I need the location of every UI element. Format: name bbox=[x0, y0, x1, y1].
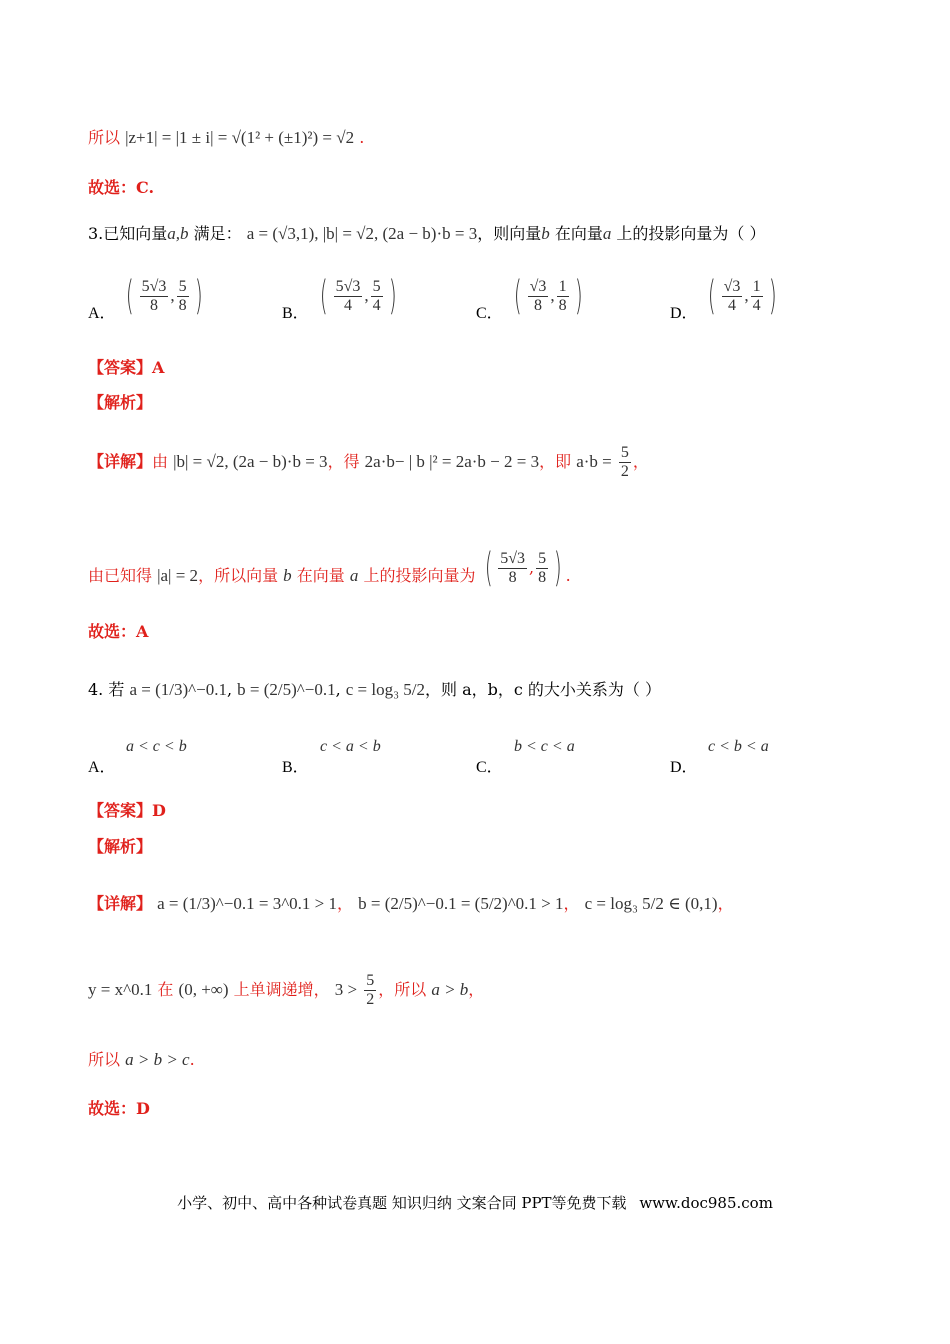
q3-detail2-end: . bbox=[565, 566, 571, 585]
option-frac-1 bbox=[722, 278, 743, 315]
frac-numerator: 5 bbox=[620, 444, 629, 461]
left-paren-icon: ( bbox=[319, 273, 328, 319]
frac-numerator: 5√3 bbox=[335, 277, 361, 295]
frac-denominator: 8 bbox=[178, 296, 187, 314]
frac-denominator: 8 bbox=[534, 296, 542, 314]
q3-satisfy: 满足： bbox=[193, 224, 242, 243]
q3-option-label[interactable]: B． bbox=[282, 305, 309, 322]
q4-answer: 【答案】D bbox=[88, 801, 166, 820]
q3-detail2-va: a bbox=[349, 566, 359, 585]
q3-answer: 【答案】A bbox=[88, 358, 165, 377]
frac-numerator: 1 bbox=[558, 277, 567, 295]
q4-detail2-frac bbox=[364, 972, 376, 1009]
q4-detail2-b: 上单调递增， bbox=[233, 980, 330, 999]
q4-detail2-c: ，所以 bbox=[378, 980, 427, 999]
q4-detail-1 bbox=[88, 894, 734, 914]
q3-detail2-math1: |a| = 2 bbox=[157, 566, 199, 585]
q3-option-label[interactable]: D． bbox=[670, 305, 698, 322]
q4-cond-c: c = log₃ 5/2 bbox=[345, 680, 426, 699]
q3-detail2-b: ，所以向量 bbox=[198, 566, 279, 585]
left-paren-icon: ( bbox=[125, 273, 134, 319]
q4-detail-label: 【详解】 bbox=[88, 894, 153, 913]
q4-option-label[interactable]: A． bbox=[88, 759, 116, 776]
q4-detail-3 bbox=[88, 1050, 195, 1070]
prev-choice: 故选：C. bbox=[88, 178, 155, 197]
q4-option-label[interactable]: C． bbox=[476, 759, 503, 776]
conclusion-prefix: 所以 bbox=[88, 128, 121, 147]
frac-denominator: 8 bbox=[538, 568, 547, 586]
q4-detail-2 bbox=[88, 972, 484, 1009]
conclusion-formula: |z+1| = |1 ± i| = √(1² + (±1)²) = √2 bbox=[125, 128, 355, 147]
q4-detail1-math2: b = (2/5)^−0.1 = (5/2)^0.1 > 1 bbox=[358, 894, 564, 913]
q3-a: a bbox=[602, 224, 612, 243]
q3-detail1-a: 由 bbox=[152, 452, 169, 471]
frac-denominator: 8 bbox=[150, 296, 158, 314]
frac-numerator: √3 bbox=[529, 277, 547, 295]
right-paren-icon: ) bbox=[553, 545, 562, 591]
frac-numerator: 5 bbox=[372, 277, 381, 295]
footer-text: 小学、初中、高中各种试卷真题 知识归纳 文案合同 PPT等免费下载 bbox=[177, 1194, 627, 1212]
footer-url[interactable]: www.doc985.com bbox=[639, 1194, 773, 1212]
conclusion-end: . bbox=[359, 128, 365, 147]
q4-cond-a: a = (1/3)^−0.1 bbox=[129, 680, 227, 699]
result-frac-2 bbox=[536, 550, 548, 587]
result-frac-1 bbox=[498, 550, 527, 587]
q4-option-label[interactable]: D． bbox=[670, 759, 698, 776]
frac-denominator: 4 bbox=[344, 296, 352, 314]
q3-detail2-vb: b bbox=[283, 566, 292, 585]
q4-detail1-math3: c = log₃ 5/2 ∈ (0,1) bbox=[584, 894, 718, 913]
q3-detail1-math3: a·b = bbox=[576, 452, 612, 471]
q3-detail2-a: 由已知得 bbox=[88, 566, 153, 585]
comma: , bbox=[744, 286, 749, 305]
q4-choice: 故选：D bbox=[88, 1099, 150, 1118]
q4-number: 4. 若 bbox=[88, 680, 125, 699]
q3-option-value[interactable] bbox=[510, 273, 586, 319]
left-paren-icon: ( bbox=[707, 273, 716, 319]
q4-detail2-interval: (0, +∞) bbox=[178, 980, 229, 999]
q3-b: b bbox=[541, 224, 550, 243]
q3-detail-label: 【详解】 bbox=[88, 452, 153, 471]
prev-conclusion bbox=[88, 128, 364, 148]
option-frac-2 bbox=[371, 278, 383, 315]
right-paren-icon: ) bbox=[388, 273, 397, 319]
frac-denominator: 4 bbox=[728, 296, 736, 314]
q4-option-value[interactable]: b < c < a bbox=[514, 738, 575, 755]
frac-denominator: 2 bbox=[620, 463, 629, 480]
left-paren-icon: ( bbox=[484, 545, 493, 591]
right-paren-icon: ) bbox=[574, 273, 583, 319]
frac-denominator: 8 bbox=[508, 568, 517, 586]
q3-detail1-frac bbox=[619, 444, 631, 481]
comma: , bbox=[550, 286, 555, 305]
q4-detail3-math: a > b > c bbox=[125, 1050, 190, 1069]
q3-number: 3.已知向量 bbox=[88, 224, 168, 243]
q3-detail2-c: 在向量 bbox=[296, 566, 345, 585]
q4-option-label[interactable]: B． bbox=[282, 759, 309, 776]
q3-detail1-b: ，得 bbox=[327, 452, 360, 471]
frac-denominator: 2 bbox=[366, 991, 375, 1008]
q3-option-value[interactable] bbox=[316, 273, 400, 319]
q3-option-label[interactable]: A． bbox=[88, 305, 116, 322]
frac-numerator: √3 bbox=[723, 277, 741, 295]
q3-stem bbox=[88, 224, 766, 244]
q4-detail2-math1: y = x^0.1 bbox=[88, 980, 153, 999]
q3-choice: 故选：A bbox=[88, 622, 149, 641]
option-frac-1 bbox=[528, 278, 549, 315]
q4-detail3-a: 所以 bbox=[88, 1050, 121, 1069]
q4-option-value[interactable]: a < c < b bbox=[126, 738, 187, 755]
q3-detail1-math1: |b| = √2, (2a − b)·b = 3 bbox=[173, 452, 328, 471]
q3-detail-2 bbox=[88, 545, 571, 591]
frac-numerator: 5 bbox=[366, 972, 375, 989]
q3-detail-1 bbox=[88, 444, 649, 481]
option-frac-2 bbox=[177, 278, 189, 315]
frac-numerator: 5 bbox=[178, 277, 187, 295]
left-paren-icon: ( bbox=[513, 273, 522, 319]
q3-option-value[interactable] bbox=[122, 273, 206, 319]
q4-detail2-math3: a > b bbox=[431, 980, 469, 999]
q3-end: 上的投影向量为（ ） bbox=[616, 224, 766, 243]
q4-detail1-math1: a = (1/3)^−0.1 = 3^0.1 > 1 bbox=[157, 894, 338, 913]
q3-detail1-c: ，即 bbox=[539, 452, 572, 471]
frac-numerator: 5√3 bbox=[500, 549, 525, 567]
frac-numerator: 1 bbox=[752, 277, 761, 295]
q3-analysis: 【解析】 bbox=[88, 393, 153, 412]
q3-vars: a,b bbox=[167, 224, 189, 243]
q3-condition: a = (√3,1), |b| = √2, (2a − b)·b = 3 bbox=[246, 224, 478, 243]
q3-mid: ，则向量 bbox=[477, 224, 542, 243]
frac-numerator: 5√3 bbox=[141, 277, 167, 295]
frac-denominator: 4 bbox=[372, 296, 381, 314]
q3-detail1-end: ， bbox=[632, 452, 649, 471]
q3-detail1-math2: 2a·b− | b |² = 2a·b − 2 = 3 bbox=[364, 452, 540, 471]
comma: ， bbox=[717, 894, 734, 913]
page-footer bbox=[0, 1192, 950, 1213]
q4-analysis: 【解析】 bbox=[88, 837, 153, 856]
comma: ， bbox=[337, 894, 354, 913]
right-paren-icon: ) bbox=[194, 273, 203, 319]
comma: , bbox=[170, 286, 175, 305]
q3-option-label[interactable]: C． bbox=[476, 305, 503, 322]
comma: ， bbox=[468, 980, 485, 999]
q3-in-vector: 在向量 bbox=[554, 224, 603, 243]
option-frac-2 bbox=[557, 278, 569, 315]
q4-option-value[interactable]: c < b < a bbox=[708, 738, 769, 755]
q4-end: ，则 a，b，c 的大小关系为（ ） bbox=[425, 680, 662, 699]
q4-detail2-a: 在 bbox=[157, 980, 174, 999]
q4-stem: 4. 若 a = (1/3)^−0.1, b = (2/5)^−0.1, c = log₃ 5/2，则 a，b，c 的大小关系为（ ） bbox=[88, 680, 662, 699]
q3-option-value[interactable] bbox=[704, 273, 780, 319]
q4-cond-b: b = (2/5)^−0.1 bbox=[237, 680, 336, 699]
comma: ， bbox=[563, 894, 580, 913]
comma: , bbox=[364, 286, 369, 305]
option-frac-1 bbox=[334, 278, 363, 315]
frac-denominator: 4 bbox=[752, 296, 761, 314]
q3-projection-result: ( $\frac{5√3}{8}$ , $\frac{5}{8}$ ) bbox=[484, 545, 562, 591]
q4-detail2-math2: 3 > bbox=[334, 980, 358, 999]
right-paren-icon: ) bbox=[768, 273, 777, 319]
option-frac-1 bbox=[140, 278, 169, 315]
option-frac-2 bbox=[751, 278, 763, 315]
q4-option-value[interactable]: c < a < b bbox=[320, 738, 381, 755]
frac-denominator: 8 bbox=[558, 296, 567, 314]
frac-numerator: 5 bbox=[538, 549, 547, 567]
q3-detail2-d: 上的投影向量为 bbox=[363, 566, 476, 585]
q4-detail3-end: . bbox=[189, 1050, 195, 1069]
